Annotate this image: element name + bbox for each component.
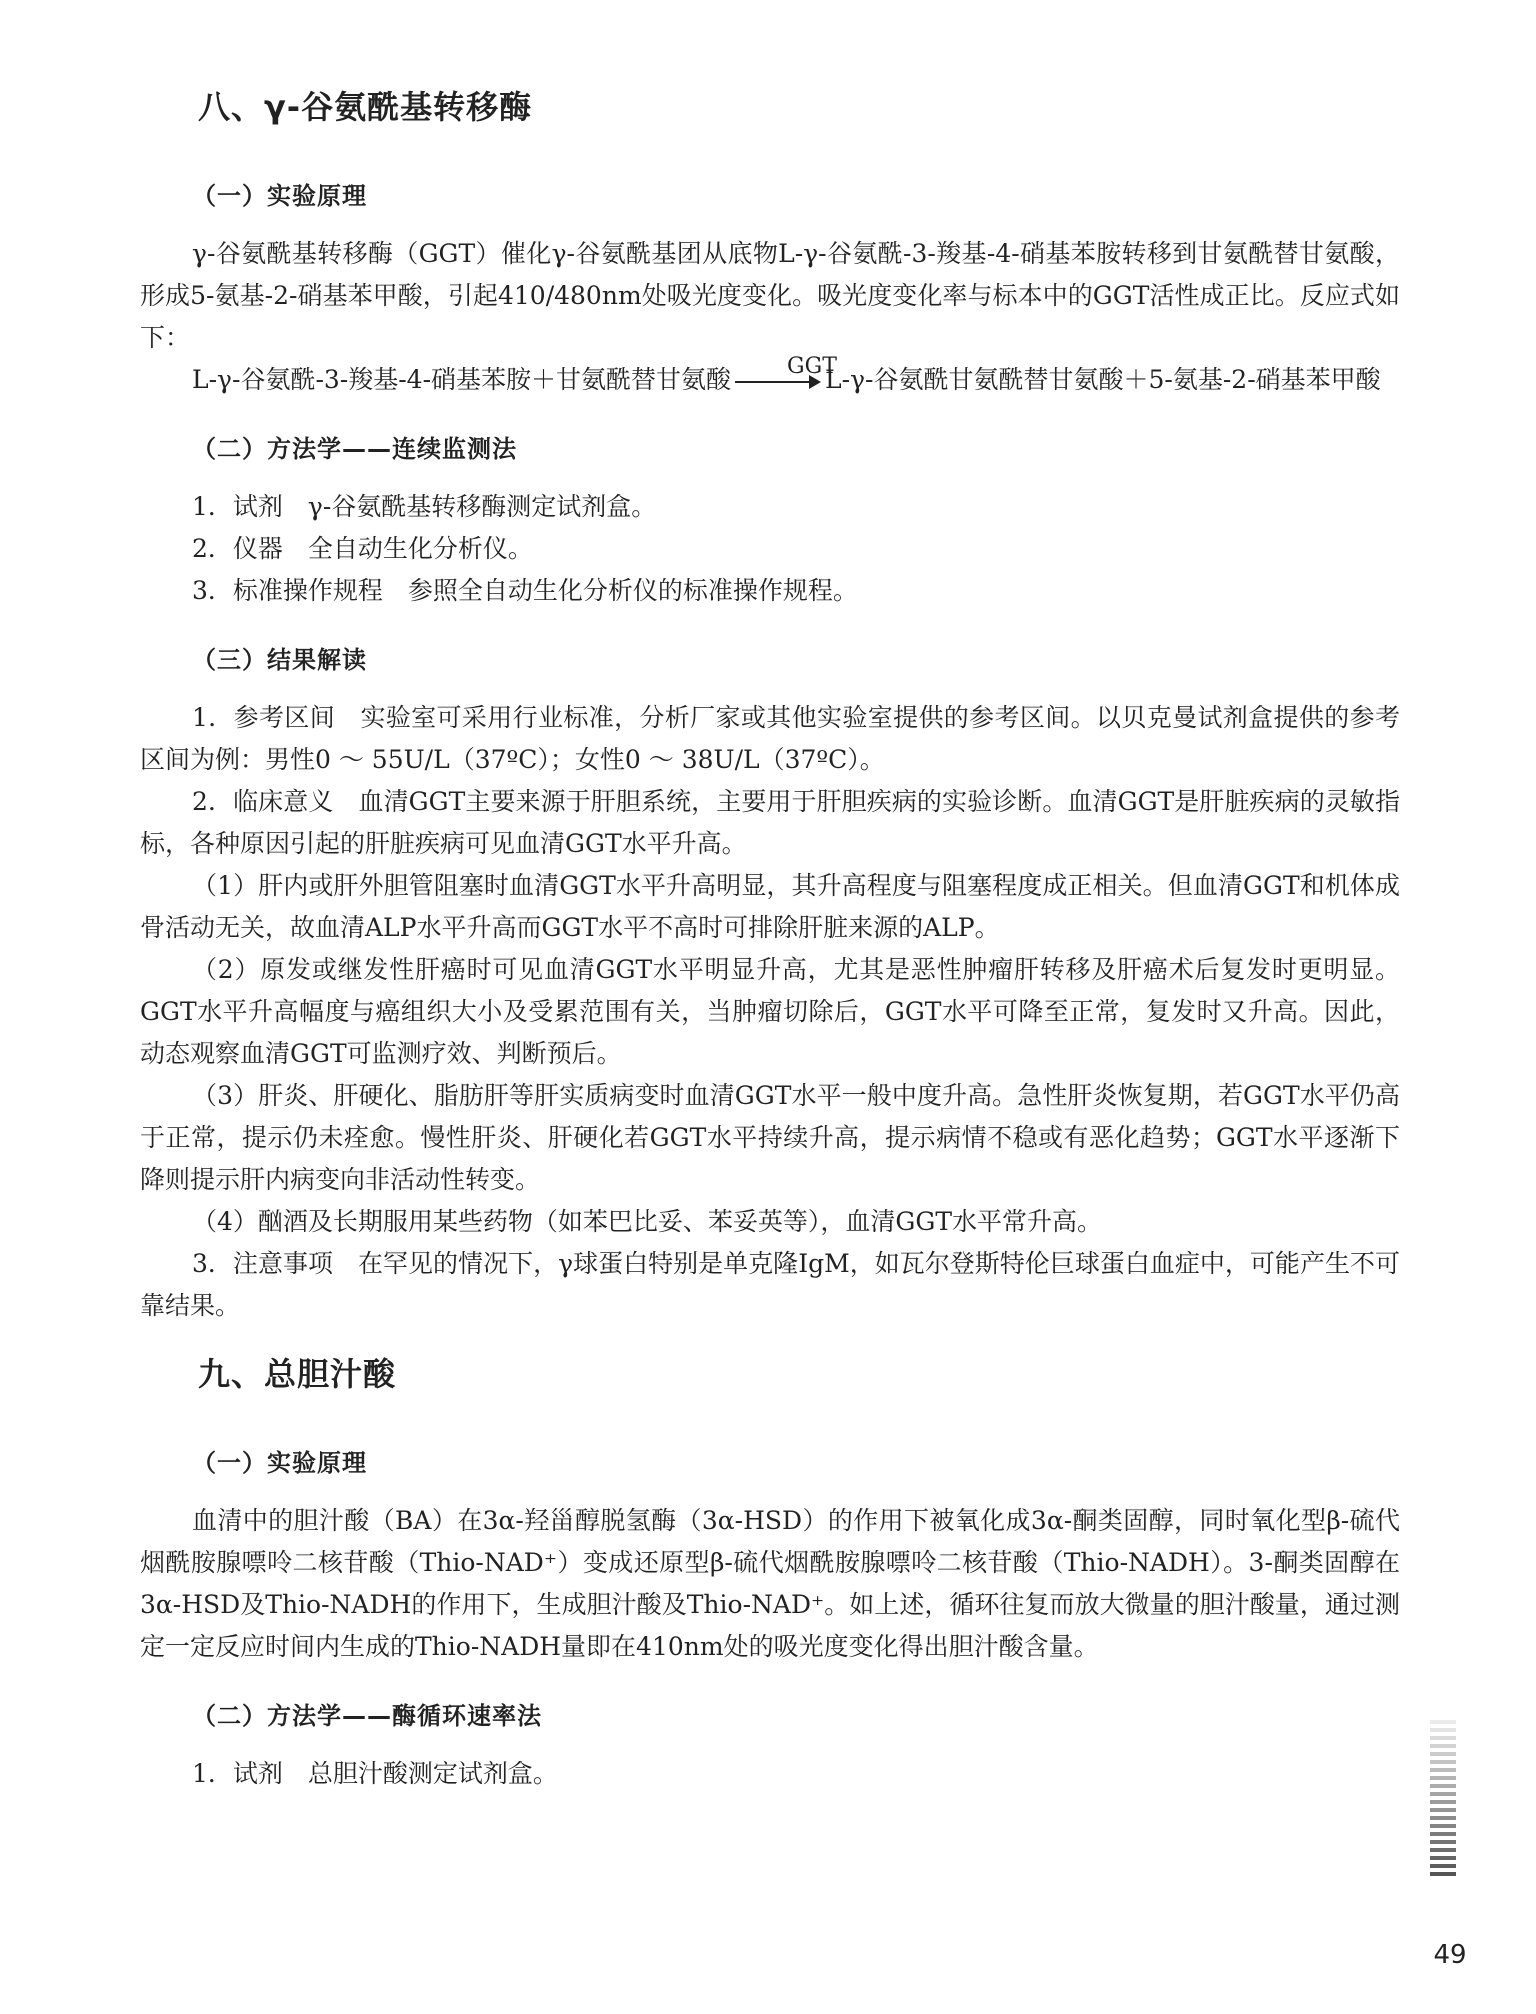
reaction-equation [140, 353, 1400, 401]
section-title-bile-acid: 九、总胆汁酸 [198, 1355, 397, 1393]
edge-mark [1430, 1848, 1456, 1852]
principle-paragraph: 血清中的胆汁酸（BA）在3α-羟甾醇脱氢酶（3α-HSD）的作用下被氧化成3α-酮类固醇，同时氧化型β-硫代烟酰胺腺嘌呤二核苷酸（Thio-NAD⁺）变成还原型β-硫代烟酰胺腺嘌呤二核苷酸（Thio-NADH）。3-酮类固醇在3α-HSD及Thio-NADH的作用下，生成胆汁酸及Thio-NAD⁺。如上述，循环往复而放大微量的胆汁酸量，通过测定一定反应时间内生成的Thio-NADH量即在410nm处的吸光度变化得出胆汁酸含量。 [140, 1506, 1400, 1661]
subheading-method: （二）方法学——酶循环速率法 [192, 1702, 542, 1730]
results-paragraph: （3）肝炎、肝硬化、脂肪肝等肝实质病变时血清GGT水平一般中度升高。急性肝炎恢复期，若GGT水平仍高于正常，提示仍未痊愈。慢性肝炎、肝硬化若GGT水平持续升高，提示病情不稳或有恶化趋势；GGT水平逐渐下降则提示肝内病变向非活动性转变。 [140, 1081, 1400, 1194]
edge-mark [1430, 1776, 1456, 1780]
results-paragraph: 1．参考区间 实验室可采用行业标准，分析厂家或其他实验室提供的参考区间。以贝克曼试剂盒提供的参考区间为例：男性0 ～ 55U/L（37ºC）；女性0 ～ 38U/L（37ºC）。 [140, 703, 1400, 774]
results-paragraph: （1）肝内或肝外胆管阻塞时血清GGT水平升高明显，其升高程度与阻塞程度成正相关。但血清GGT和机体成骨活动无关，故血清ALP水平升高而GGT水平不高时可排除肝脏来源的ALP。 [140, 871, 1400, 942]
edge-mark [1430, 1752, 1456, 1756]
page-edge-marks [1430, 1720, 1456, 1890]
results-paragraph: （2）原发或继发性肝癌时可见血清GGT水平明显升高，尤其是恶性肿瘤肝转移及肝癌术后复发时更明显。GGT水平升高幅度与癌组织大小及受累范围有关，当肿瘤切除后，GGT水平可降至正常，复发时又升高。因此，动态观察血清GGT可监测疗效、判断预后。 [140, 955, 1400, 1068]
results-paragraph: （4）酗酒及长期服用某些药物（如苯巴比妥、苯妥英等），血清GGT水平常升高。 [192, 1207, 1103, 1236]
equation-right: L-γ-谷氨酰甘氨酰替甘氨酸＋5-氨基-2-硝基苯甲酸 [825, 365, 1381, 394]
page-number: 49 [1433, 1940, 1467, 1970]
page-content [140, 60, 1400, 1795]
edge-mark [1430, 1800, 1456, 1804]
edge-mark [1430, 1744, 1456, 1748]
edge-mark [1430, 1760, 1456, 1764]
subheading-results: （三）结果解读 [192, 646, 367, 674]
subheading-principle: （一）实验原理 [192, 182, 367, 210]
section-title-ggt: 八、γ-谷氨酰基转移酶 [198, 88, 533, 126]
reaction-arrow-icon [735, 353, 837, 392]
edge-mark [1430, 1856, 1456, 1860]
method-item: 2．仪器 全自动生化分析仪。 [192, 534, 533, 563]
edge-mark [1430, 1840, 1456, 1844]
edge-mark [1430, 1864, 1456, 1868]
edge-mark [1430, 1808, 1456, 1812]
equation-left: L-γ-谷氨酰-3-羧基-4-硝基苯胺＋甘氨酰替甘氨酸 [192, 365, 732, 394]
edge-mark [1430, 1720, 1456, 1724]
edge-mark [1430, 1728, 1456, 1732]
results-paragraph: 3．注意事项 在罕见的情况下，γ球蛋白特别是单克隆IgM，如瓦尔登斯特伦巨球蛋白血症中，可能产生不可靠结果。 [140, 1249, 1400, 1320]
method-item: 1．试剂 总胆汁酸测定试剂盒。 [192, 1759, 558, 1788]
edge-mark [1430, 1832, 1456, 1836]
principle-paragraph: γ-谷氨酰基转移酶（GGT）催化γ-谷氨酰基团从底物L-γ-谷氨酰-3-羧基-4-硝基苯胺转移到甘氨酰替甘氨酸，形成5-氨基-2-硝基苯甲酸，引起410/480nm处吸光度变化。吸光度变化率与标本中的GGT活性成正比。反应式如下： [140, 239, 1400, 352]
edge-mark [1430, 1872, 1456, 1876]
subheading-method: （二）方法学——连续监测法 [192, 435, 517, 463]
edge-mark [1430, 1768, 1456, 1772]
edge-mark [1430, 1824, 1456, 1828]
method-item: 1．试剂 γ-谷氨酰基转移酶测定试剂盒。 [192, 492, 657, 521]
method-item: 3．标准操作规程 参照全自动生化分析仪的标准操作规程。 [192, 576, 858, 605]
edge-mark [1430, 1816, 1456, 1820]
subheading-principle: （一）实验原理 [192, 1449, 367, 1477]
edge-mark [1430, 1736, 1456, 1740]
edge-mark [1430, 1792, 1456, 1796]
edge-mark [1430, 1784, 1456, 1788]
results-paragraph: 2．临床意义 血清GGT主要来源于肝胆系统，主要用于肝胆疾病的实验诊断。血清GGT是肝脏疾病的灵敏指标，各种原因引起的肝脏疾病可见血清GGT水平升高。 [140, 787, 1400, 858]
enzyme-label: GGT [787, 353, 837, 379]
